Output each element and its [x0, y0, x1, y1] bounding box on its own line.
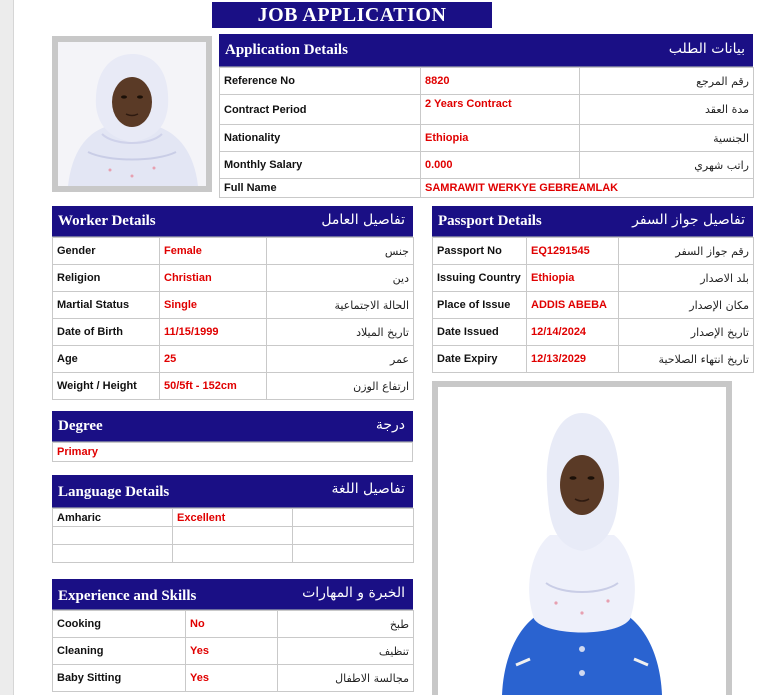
application-details-section: [219, 34, 753, 198]
passport-details-title: Passport Details: [438, 213, 542, 229]
table-row: [53, 443, 413, 462]
experience-table: [52, 610, 414, 692]
degree-title-ar: درجة: [375, 417, 405, 433]
date-expiry-label-ar: تاريخ انتهاء الصلاحية: [619, 346, 754, 373]
baby-sitting-label-ar: مجالسة الاطفال: [278, 665, 414, 692]
date-issued-value: 12/14/2024: [527, 319, 619, 346]
contract-period-value: 2 Years Contract: [421, 95, 580, 125]
marital-status-label: Martial Status: [53, 292, 160, 319]
date-expiry-value: 12/13/2029: [527, 346, 619, 373]
degree-header: [52, 411, 413, 442]
cooking-value: No: [186, 611, 278, 638]
religion-label-ar: دين: [267, 265, 414, 292]
table-row: [53, 319, 414, 346]
degree-section: [52, 411, 413, 462]
table-row: [220, 125, 754, 152]
gender-value: Female: [160, 238, 267, 265]
experience-section: [52, 579, 413, 692]
issuing-country-label: Issuing Country: [433, 265, 527, 292]
full-photo-frame: [432, 381, 732, 695]
cooking-label-ar: طبخ: [278, 611, 414, 638]
age-label-ar: عمر: [267, 346, 414, 373]
language-details-header: [52, 475, 413, 508]
weight-height-value: 50/5ft - 152cm: [160, 373, 267, 400]
degree-title: Degree: [58, 418, 103, 434]
full-name-label: Full Name: [220, 179, 421, 198]
language-name: Amharic: [53, 509, 173, 527]
passport-no-label-ar: رقم جواز السفر: [619, 238, 754, 265]
table-row: [53, 665, 414, 692]
degree-value: Primary: [53, 443, 413, 462]
language-name: [53, 545, 173, 563]
left-margin-bar: [0, 0, 14, 695]
gender-label-ar: جنس: [267, 238, 414, 265]
table-row: [53, 238, 414, 265]
age-value: 25: [160, 346, 267, 373]
date-of-birth-value: 11/15/1999: [160, 319, 267, 346]
table-row: [433, 292, 754, 319]
date-expiry-label: Date Expiry: [433, 346, 527, 373]
passport-details-table: [432, 237, 754, 373]
date-issued-label-ar: تاريخ الإصدار: [619, 319, 754, 346]
application-details-header: [219, 34, 753, 67]
cleaning-label: Cleaning: [53, 638, 186, 665]
worker-details-title: Worker Details: [58, 213, 156, 229]
place-of-issue-label: Place of Issue: [433, 292, 527, 319]
contract-period-label-ar: مدة العقد: [580, 95, 754, 125]
application-details-title-ar: بيانات الطلب: [668, 41, 745, 57]
applicant-full-photo: [438, 387, 726, 695]
passport-details-header: [432, 206, 753, 237]
nationality-label: Nationality: [220, 125, 421, 152]
worker-details-title-ar: تفاصيل العامل: [321, 212, 405, 228]
full-name-value: SAMRAWIT WERKYE GEBREAMLAK: [421, 179, 754, 198]
table-row: [433, 319, 754, 346]
religion-value: Christian: [160, 265, 267, 292]
table-row: [53, 509, 414, 527]
language-details-title: Language Details: [58, 484, 170, 500]
language-extra: [293, 545, 414, 563]
marital-status-value: Single: [160, 292, 267, 319]
language-level: [173, 545, 293, 563]
reference-no-label: Reference No: [220, 68, 421, 95]
application-details-title: Application Details: [225, 42, 348, 58]
reference-no-label-ar: رقم المرجع: [580, 68, 754, 95]
gender-label: Gender: [53, 238, 160, 265]
nationality-label-ar: الجنسية: [580, 125, 754, 152]
language-extra: [293, 527, 414, 545]
portrait-photo-frame: [52, 36, 212, 192]
monthly-salary-label: Monthly Salary: [220, 152, 421, 179]
table-row: [53, 638, 414, 665]
table-row: [53, 373, 414, 400]
language-level: Excellent: [173, 509, 293, 527]
table-row: [53, 611, 414, 638]
worker-details-table: [52, 237, 414, 400]
nationality-value: Ethiopia: [421, 125, 580, 152]
weight-height-label-ar: ارتفاع الوزن: [267, 373, 414, 400]
contract-period-label: Contract Period: [220, 95, 421, 125]
worker-details-header: [52, 206, 413, 237]
cooking-label: Cooking: [53, 611, 186, 638]
table-row: [220, 68, 754, 95]
marital-status-label-ar: الحالة الاجتماعية: [267, 292, 414, 319]
table-row: [433, 238, 754, 265]
table-row: [53, 292, 414, 319]
passport-details-section: [432, 206, 753, 373]
table-row: [53, 346, 414, 373]
cleaning-label-ar: تنظيف: [278, 638, 414, 665]
cleaning-value: Yes: [186, 638, 278, 665]
baby-sitting-label: Baby Sitting: [53, 665, 186, 692]
language-details-section: [52, 475, 413, 563]
table-row: [433, 265, 754, 292]
degree-table: [52, 442, 413, 462]
age-label: Age: [53, 346, 160, 373]
monthly-salary-value: 0.000: [421, 152, 580, 179]
reference-no-value: 8820: [421, 68, 580, 95]
issuing-country-label-ar: بلد الاصدار: [619, 265, 754, 292]
baby-sitting-value: Yes: [186, 665, 278, 692]
place-of-issue-label-ar: مكان الإصدار: [619, 292, 754, 319]
language-details-title-ar: تفاصيل اللغة: [331, 481, 405, 497]
table-row: [220, 152, 754, 179]
language-name: [53, 527, 173, 545]
monthly-salary-label-ar: راتب شهري: [580, 152, 754, 179]
date-issued-label: Date Issued: [433, 319, 527, 346]
passport-no-value: EQ1291545: [527, 238, 619, 265]
table-row: [53, 527, 414, 545]
date-of-birth-label-ar: تاريخ الميلاد: [267, 319, 414, 346]
weight-height-label: Weight / Height: [53, 373, 160, 400]
passport-no-label: Passport No: [433, 238, 527, 265]
religion-label: Religion: [53, 265, 160, 292]
worker-details-section: [52, 206, 413, 400]
language-details-table: [52, 508, 414, 563]
passport-details-title-ar: تفاصيل جواز السفر: [632, 212, 745, 228]
table-row: [53, 265, 414, 292]
table-row: [53, 545, 414, 563]
experience-title: Experience and Skills: [58, 588, 197, 604]
page-title: JOB APPLICATION: [212, 2, 492, 28]
table-row: [220, 95, 754, 125]
table-row: [220, 179, 754, 198]
experience-title-ar: الخبرة و المهارات: [302, 585, 405, 601]
language-level: [173, 527, 293, 545]
application-details-table: [219, 67, 754, 198]
place-of-issue-value: ADDIS ABEBA: [527, 292, 619, 319]
table-row: [433, 346, 754, 373]
date-of-birth-label: Date of Birth: [53, 319, 160, 346]
applicant-portrait-photo: [58, 42, 206, 186]
experience-header: [52, 579, 413, 610]
language-extra: [293, 509, 414, 527]
issuing-country-value: Ethiopia: [527, 265, 619, 292]
